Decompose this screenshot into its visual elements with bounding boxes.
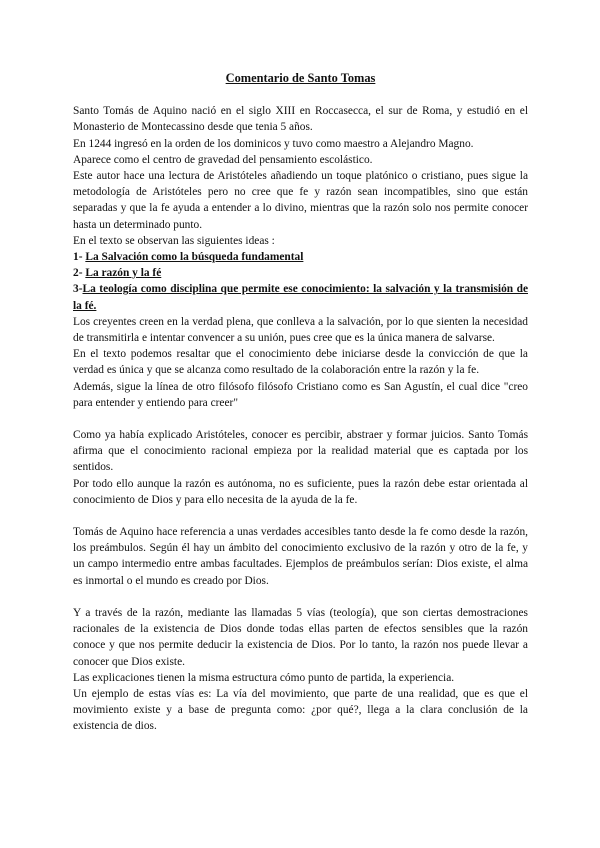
paragraph-spacer bbox=[73, 411, 528, 427]
paragraph: Un ejemplo de estas vías es: La vía del movimiento, que parte de una realidad, que es que el movimiento existe y a base de pregunta como: ¿por qué?, llega a la clara conclusión de la existencia de dios. bbox=[73, 687, 528, 733]
paragraph: Tomás de Aquino hace referencia a unas verdades accesibles tanto desde la fe como desde la razón, los preámbulos. Según él hay un ámbito del conocimiento exclusivo de la razón y otro de la fe, y un campo intermedio entre ambas facultades. Ejemplos de preámbulos serían: Dios existe, el alma es inmortal o el mundo es creado por Dios. bbox=[73, 526, 528, 587]
paragraph-spacer bbox=[73, 508, 528, 524]
document-title: Comentario de Santo Tomas bbox=[225, 71, 376, 85]
idea-number: 2- bbox=[73, 267, 86, 280]
document-page bbox=[73, 70, 528, 735]
idea-text: La Salvación como la búsqueda fundamental bbox=[85, 251, 304, 264]
paragraph: En el texto se observan las siguientes ideas : bbox=[73, 234, 275, 247]
idea-item-3 bbox=[73, 281, 528, 313]
idea-item-1 bbox=[73, 249, 528, 265]
paragraph: Como ya había explicado Aristóteles, conocer es percibir, abstraer y formar juicios. Santo Tomás afirma que el conocimiento racional empieza por la realidad material que es captada por los sentidos. bbox=[73, 429, 528, 474]
paragraph: Las explicaciones tienen la misma estructura cómo punto de partida, la experiencia. bbox=[73, 671, 455, 684]
paragraph: Y a través de la razón, mediante las llamadas 5 vías (teología), que son ciertas demostraciones racionales de la existencia de Dios donde todas ellas parten de efectos sensibles que la razón conoce y que nos permite deducir la existencia de Dios. Por lo tanto, la razón nos puede llevar a conocer que Dios existe. bbox=[73, 606, 528, 668]
paragraph: Por todo ello aunque la razón es autónoma, no es suficiente, pues la razón debe estar orientada al conocimiento de Dios y para ello necesita de la ayuda de la fe. bbox=[73, 477, 528, 506]
paragraph: Santo Tomás de Aquino nació en el siglo XIII en Roccasecca, el sur de Roma, y estudió en el Monasterio de Montecassino desde que tenia 5 años. bbox=[73, 105, 528, 134]
paragraph-spacer bbox=[73, 589, 528, 605]
idea-item-2 bbox=[73, 265, 528, 281]
paragraph: Este autor hace una lectura de Aristóteles añadiendo un toque platónico o cristiano, pues sigue la metodología de Aristóteles pero no cree que fe y razón sean incompatibles, sino que están separadas y que la fe ayuda a entender a lo divino, mientras que la razón solo nos permite conocer hasta un determinado punto. bbox=[73, 170, 528, 231]
paragraph: Aparece como el centro de gravedad del pensamiento escolástico. bbox=[73, 153, 373, 166]
paragraph: Los creyentes creen en la verdad plena, que conlleva a la salvación, por lo que sienten la necesidad de transmitirla e intentar convencer a su unión, pues cree que es la única manera de salvarse. bbox=[73, 315, 528, 345]
paragraph: En 1244 ingresó en la orden de los dominicos y tuvo como maestro a Alejandro Magno. bbox=[73, 137, 474, 150]
paragraph: Además, sigue la línea de otro filósofo filósofo Cristiano como es San Agustín, el cual dice "creo para entender y entiendo para creer" bbox=[73, 380, 528, 409]
paragraph: En el texto podemos resaltar que el conocimiento debe iniciarse desde la convicción de que la verdad es única y que se alcanza como resultado de la colaboración entre la razón y la fe. bbox=[73, 348, 528, 377]
idea-number: 3- bbox=[73, 283, 83, 296]
idea-text: La razón y la fé bbox=[85, 267, 162, 280]
idea-text: La teología como disciplina que permite ese conocimiento: la salvación y la transmisión de la fé. bbox=[73, 283, 528, 312]
idea-number: 1- bbox=[73, 251, 86, 264]
